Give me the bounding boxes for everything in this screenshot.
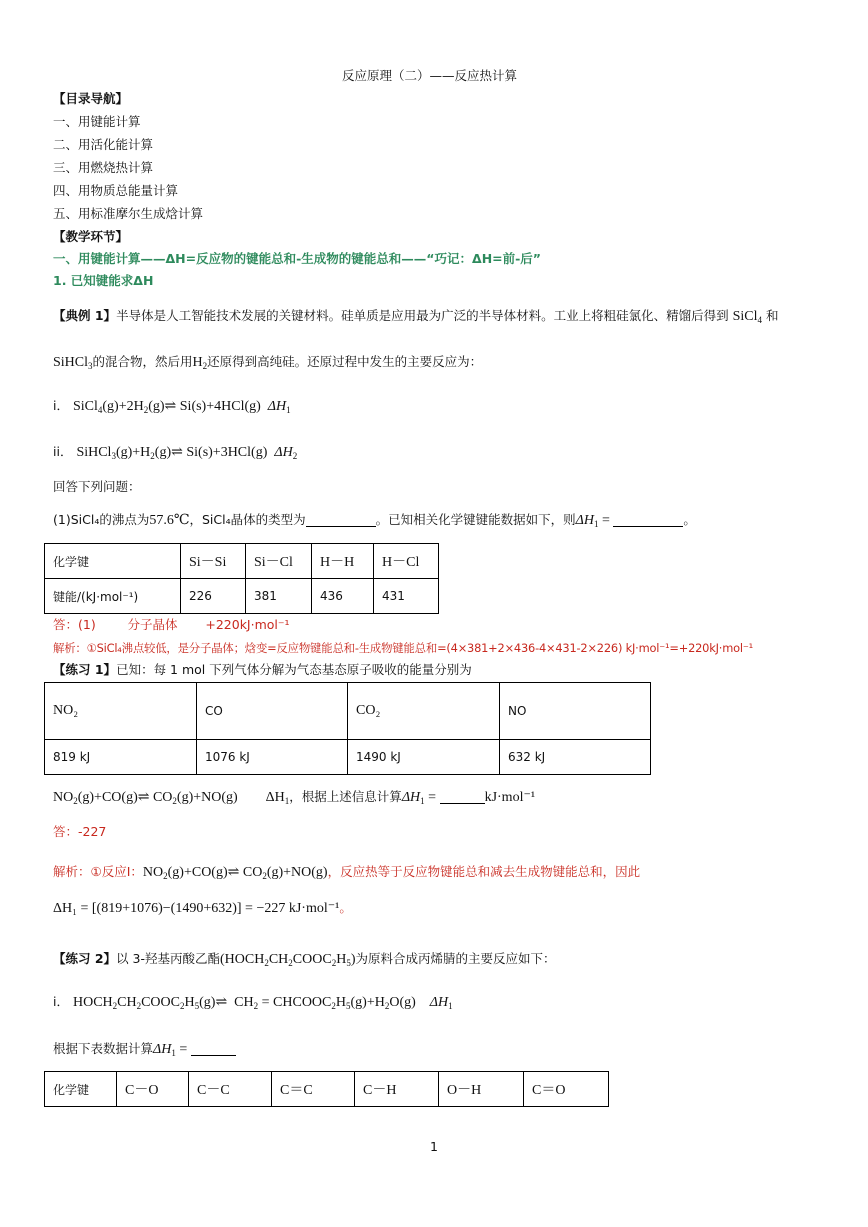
toc-item-4: 四、用物质总能量计算 bbox=[53, 183, 179, 198]
toc-item-5: 五、用标准摩尔生成焓计算 bbox=[53, 206, 204, 221]
toc-item-1: 一、用键能计算 bbox=[53, 114, 141, 129]
reaction-i: i． $SiCl_4(g)+2H_2(g)\rightleftharpoons$ Si(s)+4HCl(g) $\Delta H_1$ bbox=[53, 398, 291, 415]
teaching-heading: 【教学环节】 bbox=[53, 229, 129, 244]
exercise-2-text: 【练习 2】以 3-羟基丙酸乙酯$(HOCH_2CH_2COOC_2H_5)$为原料合成丙烯腈的主要反应如下： bbox=[53, 951, 556, 968]
bond-energy-table-2: 化学键 C－O C－C C＝C C－H O－H C＝O bbox=[44, 1071, 609, 1107]
example-1-analysis: 解析：①SiCl₄沸点较低，是分子晶体；焓变=反应物键能总和-生成物键能总和=(4×381+2×436-4×431-2×226) kJ·mol⁻¹=+220kJ·mol⁻¹ bbox=[53, 641, 754, 655]
example-1-line-2: SiHCl$_3$的混合物，然后用$H_2$还原得到高纯硅。还原过程中发生的主要反应为： bbox=[53, 354, 483, 371]
subsection-1-heading: 1. 已知键能求ΔH bbox=[53, 273, 154, 288]
dissociation-energy-table: NO₂ CO CO₂ NO 819 kJ 1076 kJ 1490 kJ 632 kJ bbox=[44, 682, 651, 775]
reaction-ii: ii． $SiHCl_3(g)+H_2(g)\rightleftharpoons$ Si(s)+3HCl(g) $\Delta H_2$ bbox=[53, 444, 298, 461]
exercise-1-text: 【练习 1】已知：每 1 mol 下列气体分解为气态基态原子吸收的能量分别为 bbox=[53, 662, 472, 677]
section-1-heading: 一、用键能计算——ΔH=反应物的键能总和-生成物的键能总和——“巧记：ΔH=前-后” bbox=[53, 251, 542, 266]
toc-heading: 【目录导航】 bbox=[53, 91, 129, 106]
example-1-answer: 答：(1) 分子晶体 +220kJ·mol⁻¹ bbox=[53, 617, 290, 632]
bond-energy-table-1: 化学键 Si－Si Si－Cl H－H H－Cl 键能/(kJ·mol⁻¹) 226 381 436 431 bbox=[44, 543, 439, 614]
toc-item-3: 三、用燃烧热计算 bbox=[53, 160, 154, 175]
exercise-1-equation: ΔH₁ = [(819+1076)−(1490+632)] = −227 kJ·mol⁻¹。 bbox=[53, 900, 352, 916]
exercise-1-reaction: $NO_2(g)+CO(g)\rightleftharpoons$ $CO_2(g)+NO(g)$ $\Delta H_1$，根据上述信息计算$\Delta H_1 = kJ\cdot mol^{-1}$ bbox=[53, 789, 536, 806]
page-title: 反应原理（二）——反应热计算 bbox=[342, 68, 518, 83]
exercise-2-calc: 根据下表数据计算$\Delta H_1$ = bbox=[53, 1041, 236, 1061]
page-number: 1 bbox=[430, 1139, 438, 1154]
exercise-1-answer: 答：-227 bbox=[53, 824, 107, 839]
question-1: (1)SiCl₄的沸点为57.6℃，SiCl₄晶体的类型为 。已知相关化学键键能数据如下，则$\Delta H_1$ = 。 bbox=[53, 512, 696, 529]
exercise-1-analysis: 解析：①反应Ⅰ：$NO_2(g)+CO(g)\rightleftharpoons$ $CO_2(g)+NO(g)$，反应热等于反应物键能总和减去生成物键能总和，因此 bbox=[53, 864, 641, 881]
exercise-2-reaction: i． $HOCH_2CH_2COOC_2H_5(g)\rightleftharpoons$ $CH_2$ = $CHCOOC_2H_5(g)+H_2O(g)$ $\Delta H_1$ bbox=[53, 994, 453, 1011]
toc-item-2: 二、用活化能计算 bbox=[53, 137, 154, 152]
example-1-intro: 【典例 1】半导体是人工智能技术发展的关键材料。硅单质是应用最为广泛的半导体材料。工业上将粗硅氯化、精馏后得到 SiCl$_4$ 和 bbox=[53, 308, 779, 325]
questions-lead: 回答下列问题： bbox=[53, 479, 141, 494]
